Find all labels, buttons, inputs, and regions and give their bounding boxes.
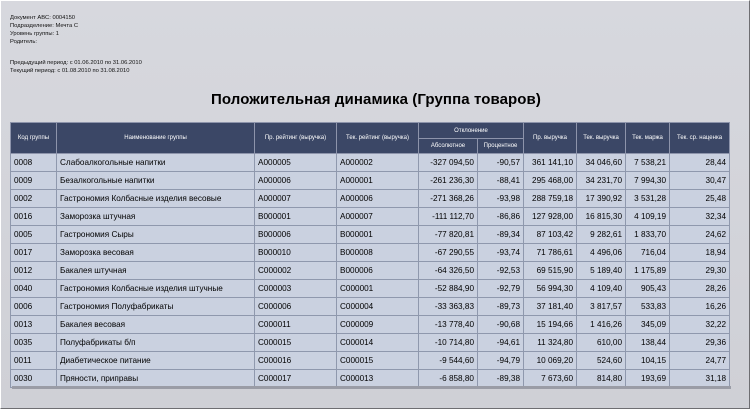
cell-prev-revenue: 127 928,00 <box>524 208 577 226</box>
header-cur-markup[interactable]: Тек. ср. наценка <box>670 123 730 154</box>
table-row[interactable] <box>11 208 730 226</box>
cell-margin: 1 833,70 <box>626 226 670 244</box>
table-row[interactable] <box>11 244 730 262</box>
cell-prev-rating: C000015 <box>255 334 337 352</box>
cell-absolute: -67 290,55 <box>419 244 478 262</box>
cell-cur-revenue: 3 817,57 <box>577 298 626 316</box>
cell-cur-rating: B000006 <box>337 262 419 280</box>
cell-percent: -92,79 <box>478 280 524 298</box>
cell-absolute: -261 236,30 <box>419 172 478 190</box>
table-row[interactable] <box>11 262 730 280</box>
cell-prev-rating: C000017 <box>255 370 337 388</box>
cell-markup: 31,18 <box>670 370 730 388</box>
cell-cur-revenue: 4 496,06 <box>577 244 626 262</box>
cell-prev-revenue: 87 103,42 <box>524 226 577 244</box>
report-periods <box>10 59 142 75</box>
group-level: Уровень группы: 1 <box>10 31 60 37</box>
cell-code: 0009 <box>11 172 57 190</box>
header-code[interactable]: Код группы <box>11 123 57 154</box>
cell-markup: 29,30 <box>670 262 730 280</box>
cell-markup: 25,48 <box>670 190 730 208</box>
cell-margin: 104,15 <box>626 352 670 370</box>
cell-name: Гастрономия Колбасные изделия весовые <box>57 190 255 208</box>
department: Подразделение: Мечта С <box>10 23 79 29</box>
cell-prev-revenue: 37 181,40 <box>524 298 577 316</box>
cell-cur-rating: C000004 <box>337 298 419 316</box>
cell-prev-revenue: 69 515,90 <box>524 262 577 280</box>
cell-cur-revenue: 1 416,26 <box>577 316 626 334</box>
cell-cur-rating: B000008 <box>337 244 419 262</box>
cell-name: Диабетическое питание <box>57 352 255 370</box>
cell-percent: -94,79 <box>478 352 524 370</box>
cell-prev-revenue: 295 468,00 <box>524 172 577 190</box>
cell-name: Заморозка штучная <box>57 208 255 226</box>
cell-margin: 905,43 <box>626 280 670 298</box>
header-absolute[interactable]: Абсолютное <box>419 139 478 154</box>
cell-markup: 32,34 <box>670 208 730 226</box>
cell-code: 0030 <box>11 370 57 388</box>
cell-code: 0013 <box>11 316 57 334</box>
cell-markup: 29,36 <box>670 334 730 352</box>
cell-cur-revenue: 4 109,40 <box>577 280 626 298</box>
cell-absolute: -77 820,81 <box>419 226 478 244</box>
report-meta <box>10 14 78 46</box>
cell-prev-rating: A000006 <box>255 172 337 190</box>
cell-code: 0002 <box>11 190 57 208</box>
cell-margin: 138,44 <box>626 334 670 352</box>
cell-percent: -92,53 <box>478 262 524 280</box>
table-row[interactable] <box>11 280 730 298</box>
cell-name: Полуфабрикаты б/п <box>57 334 255 352</box>
cell-margin: 533,83 <box>626 298 670 316</box>
cell-percent: -93,98 <box>478 190 524 208</box>
table-row[interactable] <box>11 190 730 208</box>
cell-cur-rating: A000007 <box>337 208 419 226</box>
cell-name: Безалкогольные напитки <box>57 172 255 190</box>
cell-percent: -88,41 <box>478 172 524 190</box>
header-percent[interactable]: Процентное <box>478 139 524 154</box>
cell-markup: 32,22 <box>670 316 730 334</box>
cell-percent: -89,38 <box>478 370 524 388</box>
header-cur-revenue[interactable]: Тек. выручка <box>577 123 626 154</box>
cell-cur-revenue: 34 046,60 <box>577 154 626 172</box>
cell-percent: -89,34 <box>478 226 524 244</box>
cell-code: 0008 <box>11 154 57 172</box>
cell-name: Гастрономия Колбасные изделия штучные <box>57 280 255 298</box>
cell-markup: 18,94 <box>670 244 730 262</box>
cell-prev-revenue: 288 759,18 <box>524 190 577 208</box>
current-period: Текущий период: с 01.08.2010 по 31.08.2010 <box>10 68 130 74</box>
report-title: Положительная динамика (Группа товаров) <box>211 91 541 108</box>
cell-cur-rating: C000015 <box>337 352 419 370</box>
cell-markup: 24,62 <box>670 226 730 244</box>
cell-prev-rating: A000007 <box>255 190 337 208</box>
header-deviation: Отклонение <box>419 123 524 139</box>
header-prev-revenue[interactable]: Пр. выручка <box>524 123 577 154</box>
cell-margin: 7 994,30 <box>626 172 670 190</box>
cell-cur-revenue: 17 390,92 <box>577 190 626 208</box>
cell-prev-revenue: 10 069,20 <box>524 352 577 370</box>
cell-code: 0017 <box>11 244 57 262</box>
table-row[interactable] <box>11 172 730 190</box>
cell-prev-revenue: 361 141,10 <box>524 154 577 172</box>
cell-code: 0011 <box>11 352 57 370</box>
cell-prev-revenue: 71 786,61 <box>524 244 577 262</box>
cell-prev-rating: C000002 <box>255 262 337 280</box>
parent: Родитель: <box>10 39 37 45</box>
cell-markup: 28,44 <box>670 154 730 172</box>
cell-prev-revenue: 56 994,30 <box>524 280 577 298</box>
cell-code: 0040 <box>11 280 57 298</box>
cell-prev-revenue: 7 673,60 <box>524 370 577 388</box>
table-row[interactable] <box>11 316 730 334</box>
cell-cur-revenue: 9 282,61 <box>577 226 626 244</box>
cell-prev-rating: C000016 <box>255 352 337 370</box>
cell-prev-rating: B000001 <box>255 208 337 226</box>
cell-markup: 16,26 <box>670 298 730 316</box>
cell-cur-rating: B000001 <box>337 226 419 244</box>
cell-cur-revenue: 16 815,30 <box>577 208 626 226</box>
cell-absolute: -271 368,26 <box>419 190 478 208</box>
cell-name: Бакалея штучная <box>57 262 255 280</box>
cell-absolute: -33 363,83 <box>419 298 478 316</box>
cell-code: 0016 <box>11 208 57 226</box>
cell-absolute: -13 778,40 <box>419 316 478 334</box>
cell-cur-rating: C000001 <box>337 280 419 298</box>
cell-code: 0005 <box>11 226 57 244</box>
header-cur-margin[interactable]: Тек. маржа <box>626 123 670 154</box>
cell-absolute: -64 326,50 <box>419 262 478 280</box>
cell-name: Бакалея весовая <box>57 316 255 334</box>
cell-cur-revenue: 814,80 <box>577 370 626 388</box>
cell-absolute: -111 112,70 <box>419 208 478 226</box>
cell-percent: -89,73 <box>478 298 524 316</box>
table-body <box>11 154 730 388</box>
cell-margin: 345,09 <box>626 316 670 334</box>
cell-name: Гастрономия Полуфабрикаты <box>57 298 255 316</box>
dynamics-table <box>10 122 730 388</box>
cell-name: Заморозка весовая <box>57 244 255 262</box>
cell-prev-rating: C000011 <box>255 316 337 334</box>
cell-margin: 193,69 <box>626 370 670 388</box>
table-row[interactable] <box>11 298 730 316</box>
cell-cur-revenue: 524,60 <box>577 352 626 370</box>
cell-cur-rating: A000002 <box>337 154 419 172</box>
cell-percent: -93,74 <box>478 244 524 262</box>
cell-margin: 4 109,19 <box>626 208 670 226</box>
cell-prev-revenue: 15 194,66 <box>524 316 577 334</box>
cell-margin: 7 538,21 <box>626 154 670 172</box>
previous-period: Предыдущий период: с 01.06.2010 по 31.06.2010 <box>10 60 142 66</box>
cell-margin: 3 531,28 <box>626 190 670 208</box>
cell-markup: 30,47 <box>670 172 730 190</box>
cell-absolute: -10 714,80 <box>419 334 478 352</box>
cell-cur-revenue: 34 231,70 <box>577 172 626 190</box>
cell-cur-rating: C000014 <box>337 334 419 352</box>
header-cur-rating[interactable]: Тек. рейтинг (выручка) <box>337 123 419 154</box>
document-number: Документ ABC: 0004150 <box>10 15 76 21</box>
table-row[interactable] <box>11 334 730 352</box>
table-shadow <box>12 386 731 389</box>
cell-markup: 24,77 <box>670 352 730 370</box>
cell-absolute: -6 858,80 <box>419 370 478 388</box>
cell-name: Слабоалкогольные напитки <box>57 154 255 172</box>
table-row[interactable] <box>11 370 730 388</box>
cell-prev-rating: B000010 <box>255 244 337 262</box>
cell-code: 0035 <box>11 334 57 352</box>
cell-percent: -94,61 <box>478 334 524 352</box>
cell-prev-rating: C000006 <box>255 298 337 316</box>
header-name[interactable]: Наименование группы <box>57 123 255 154</box>
cell-prev-rating: B000006 <box>255 226 337 244</box>
table-row[interactable] <box>11 352 730 370</box>
cell-margin: 1 175,89 <box>626 262 670 280</box>
cell-name: Гастрономия Сыры <box>57 226 255 244</box>
table-row[interactable] <box>11 154 730 172</box>
cell-name: Пряности, приправы <box>57 370 255 388</box>
cell-percent: -90,57 <box>478 154 524 172</box>
cell-absolute: -327 094,50 <box>419 154 478 172</box>
cell-percent: -86,86 <box>478 208 524 226</box>
cell-code: 0012 <box>11 262 57 280</box>
cell-cur-rating: C000013 <box>337 370 419 388</box>
cell-cur-rating: C000009 <box>337 316 419 334</box>
cell-markup: 28,26 <box>670 280 730 298</box>
cell-cur-revenue: 610,00 <box>577 334 626 352</box>
cell-absolute: -52 884,90 <box>419 280 478 298</box>
cell-absolute: -9 544,60 <box>419 352 478 370</box>
header-prev-rating[interactable]: Пр. рейтинг (выручка) <box>255 123 337 154</box>
cell-cur-rating: A000001 <box>337 172 419 190</box>
cell-margin: 716,04 <box>626 244 670 262</box>
cell-code: 0006 <box>11 298 57 316</box>
cell-prev-rating: A000005 <box>255 154 337 172</box>
cell-prev-revenue: 11 324,80 <box>524 334 577 352</box>
cell-cur-revenue: 5 189,40 <box>577 262 626 280</box>
cell-percent: -90,68 <box>478 316 524 334</box>
cell-prev-rating: C000003 <box>255 280 337 298</box>
table-row[interactable] <box>11 226 730 244</box>
cell-cur-rating: A000006 <box>337 190 419 208</box>
